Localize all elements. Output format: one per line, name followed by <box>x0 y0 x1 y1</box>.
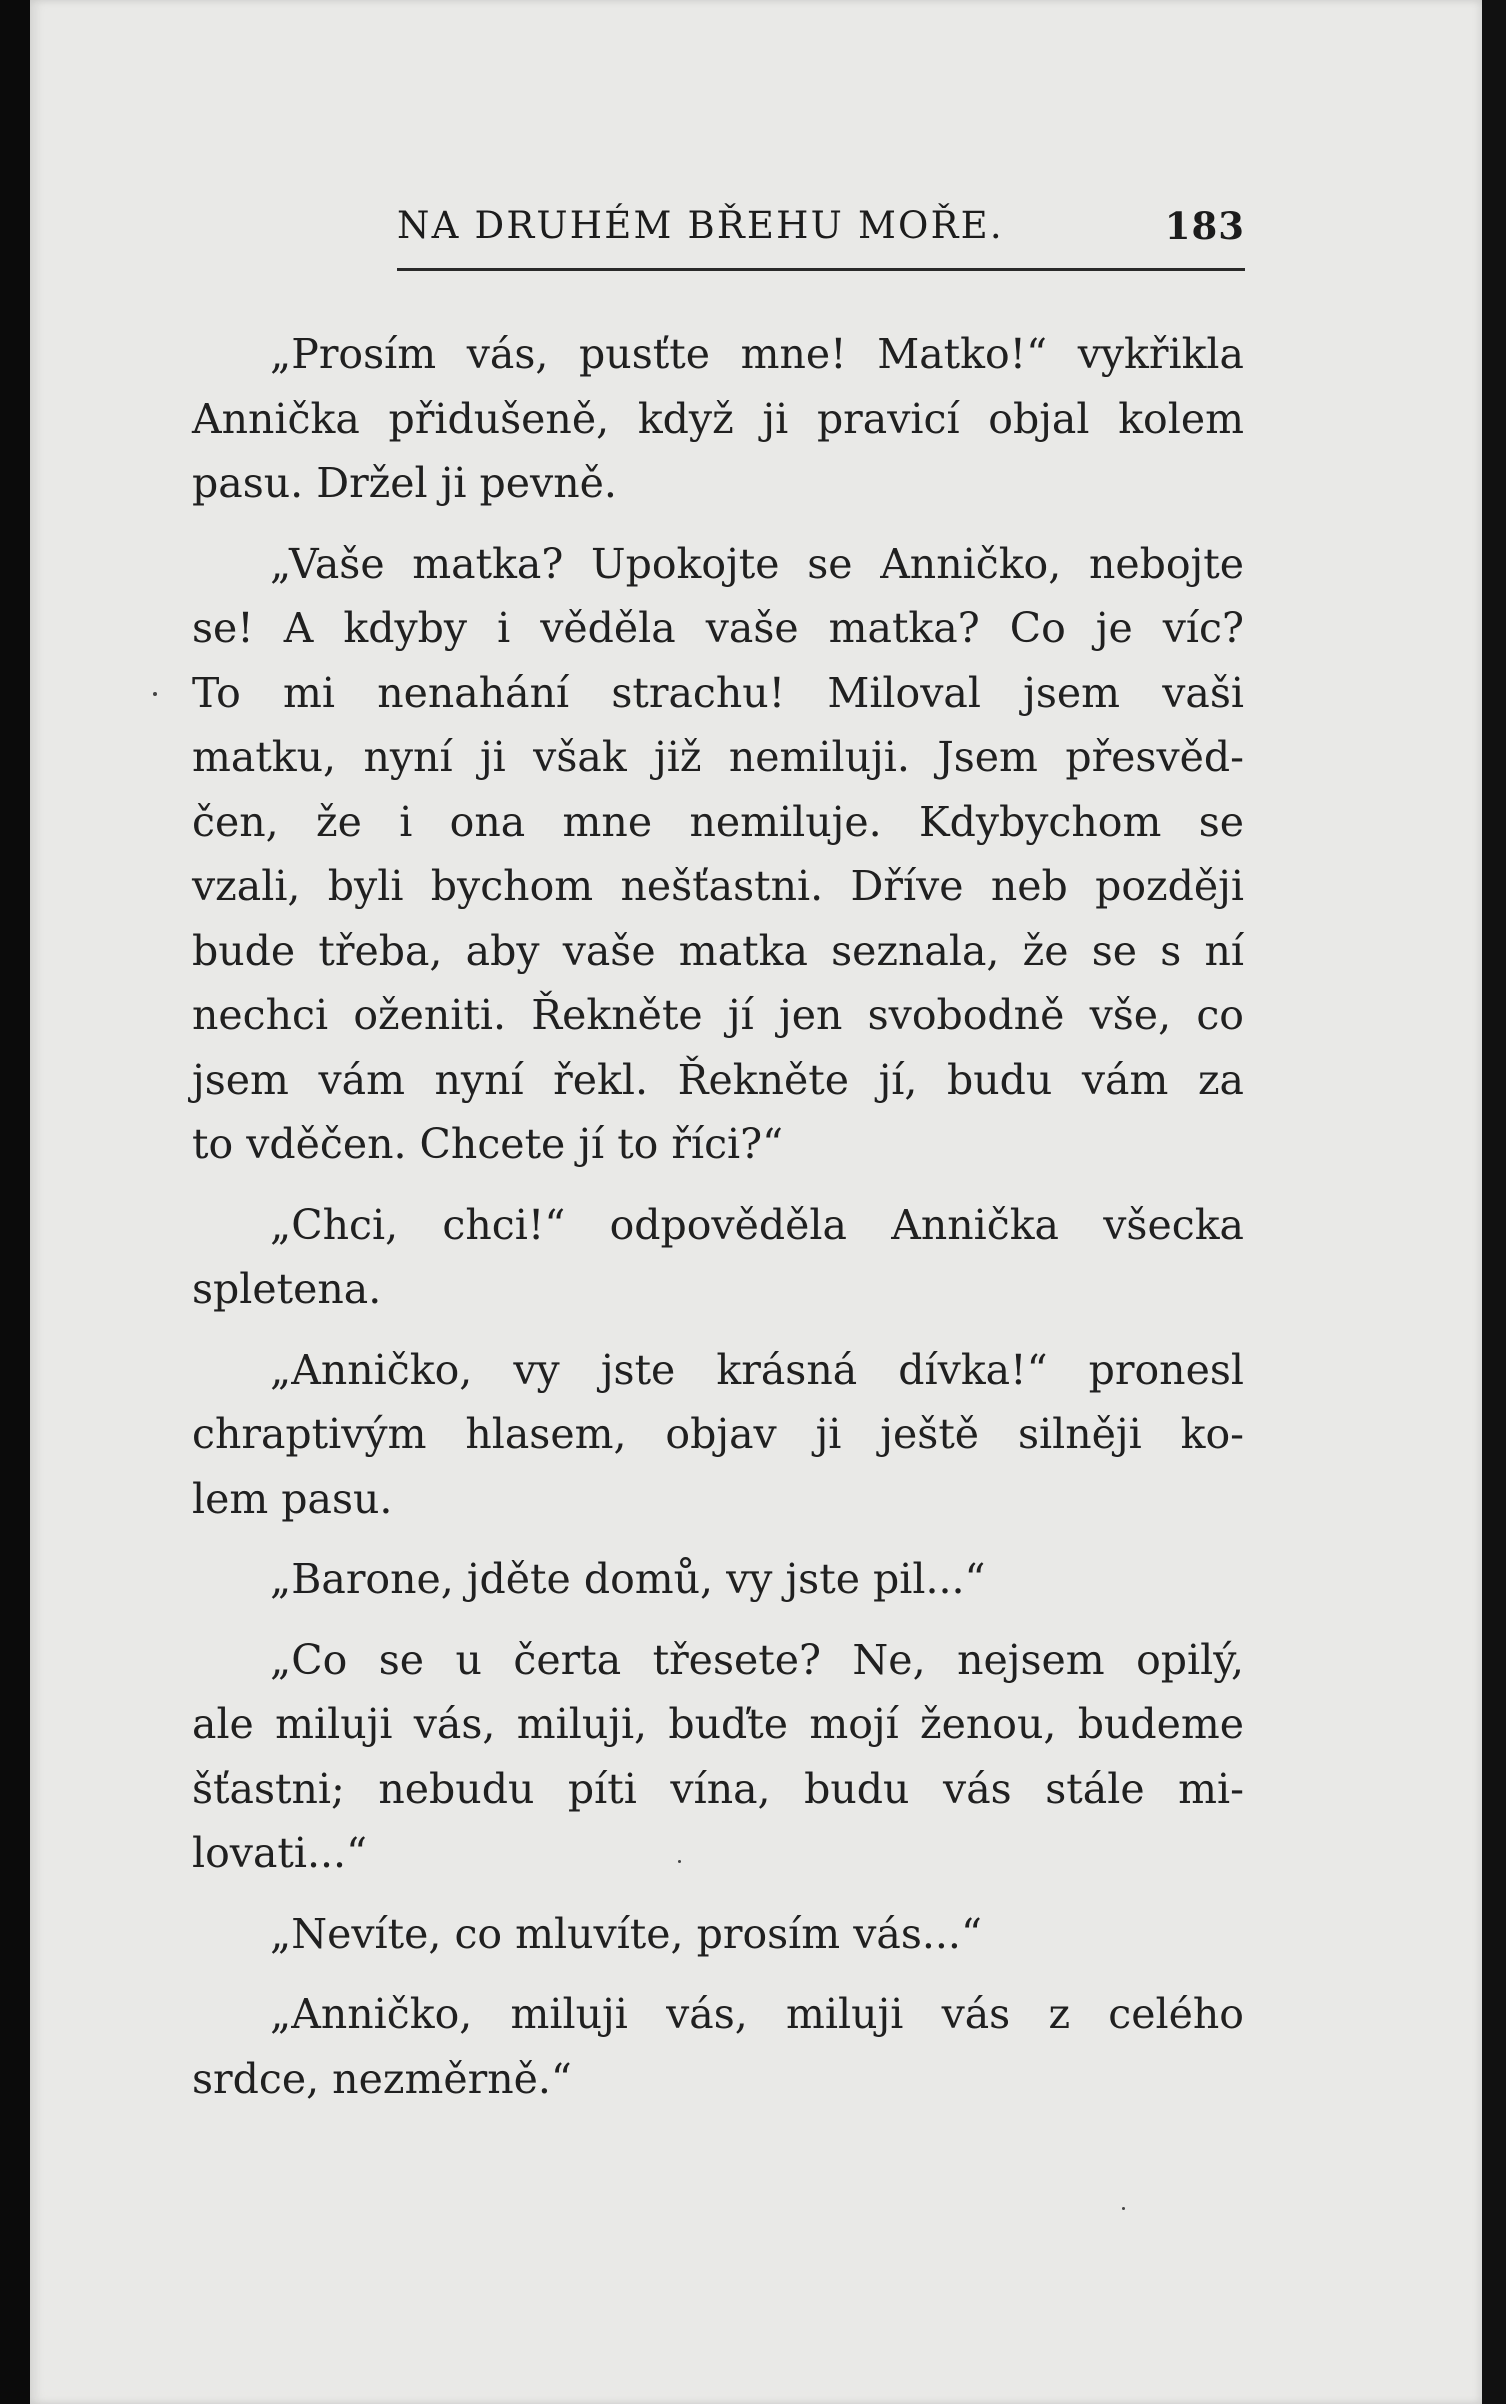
text-line: srdce, nezměrně.“ <box>192 2054 572 2103</box>
paper-speck <box>678 1860 681 1863</box>
text-line: „Vaše matka? Upokojte se Anničko, nebojte <box>270 539 1244 588</box>
text-line: šťastni; nebudu píti vína, budu vás stále mi- <box>192 1764 1244 1813</box>
text-line: „Prosím vás, pusťte mne! Matko!“ vykřikla <box>270 330 1244 378</box>
paper-speck <box>153 692 157 696</box>
text-line: matku, nyní ji však již nemiluji. Jsem přesvěd- <box>192 733 1244 781</box>
paragraph <box>192 1628 1244 1886</box>
paragraph <box>192 1193 1244 1322</box>
text-line: „Co se u čerta třesete? Ne, nejsem opilý, <box>270 1635 1244 1684</box>
text-line: To mi nenahání strachu! Miloval jsem vaši <box>192 668 1244 717</box>
paragraph <box>192 1338 1244 1532</box>
text-line: „Barone, jděte domů, vy jste pil...“ <box>270 1555 986 1603</box>
text-line: pasu. Držel ji pevně. <box>192 459 617 507</box>
paragraph <box>192 1547 1244 1612</box>
text-line: chraptivým hlasem, objav ji ještě silněji ko- <box>192 1410 1244 1458</box>
text-line: „Nevíte, co mluvíte, prosím vás...“ <box>270 1909 982 1958</box>
text-line: nechci oženiti. Řekněte jí jen svobodně vše, co <box>192 991 1244 1039</box>
text-line: „Anničko, miluji vás, miluji vás z celého <box>270 1990 1244 2038</box>
header-rule <box>397 268 1245 271</box>
page-edge-shadow <box>1482 0 1506 2404</box>
body-text <box>192 322 1244 2127</box>
text-line: bude třeba, aby vaše matka seznala, že se s ní <box>192 926 1244 975</box>
text-line: vzali, byli bychom nešťastni. Dříve neb později <box>192 862 1244 910</box>
paragraph <box>192 532 1244 1177</box>
text-line: lovati...“ <box>192 1829 368 1877</box>
text-line: se! A kdyby i věděla vaše matka? Co je víc? <box>192 604 1244 652</box>
text-line: ale miluji vás, miluji, buďte mojí ženou, budeme <box>192 1700 1244 1748</box>
paragraph <box>192 322 1244 516</box>
text-line: „Chci, chci!“ odpověděla Annička všecka <box>270 1200 1244 1249</box>
text-line: Annička přidušeně, když ji pravicí objal kolem <box>192 394 1244 443</box>
paragraph <box>192 1902 1244 1967</box>
page-number: 183 <box>1164 204 1245 248</box>
text-line: jsem vám nyní řekl. Řekněte jí, budu vám za <box>192 1055 1244 1104</box>
paragraph <box>192 1982 1244 2111</box>
page-header <box>397 200 1245 262</box>
text-line: to vděčen. Chcete jí to říci?“ <box>192 1120 784 1168</box>
text-line: lem pasu. <box>192 1474 393 1523</box>
text-line: čen, že i ona mne nemiluje. Kdybychom se <box>192 797 1244 846</box>
text-line: „Anničko, vy jste krásná dívka!“ pronesl <box>270 1345 1244 1394</box>
running-head: NA DRUHÉM BŘEHU MOŘE. <box>397 204 1004 247</box>
paper-speck <box>1122 2207 1125 2210</box>
text-line: spletena. <box>192 1265 382 1313</box>
